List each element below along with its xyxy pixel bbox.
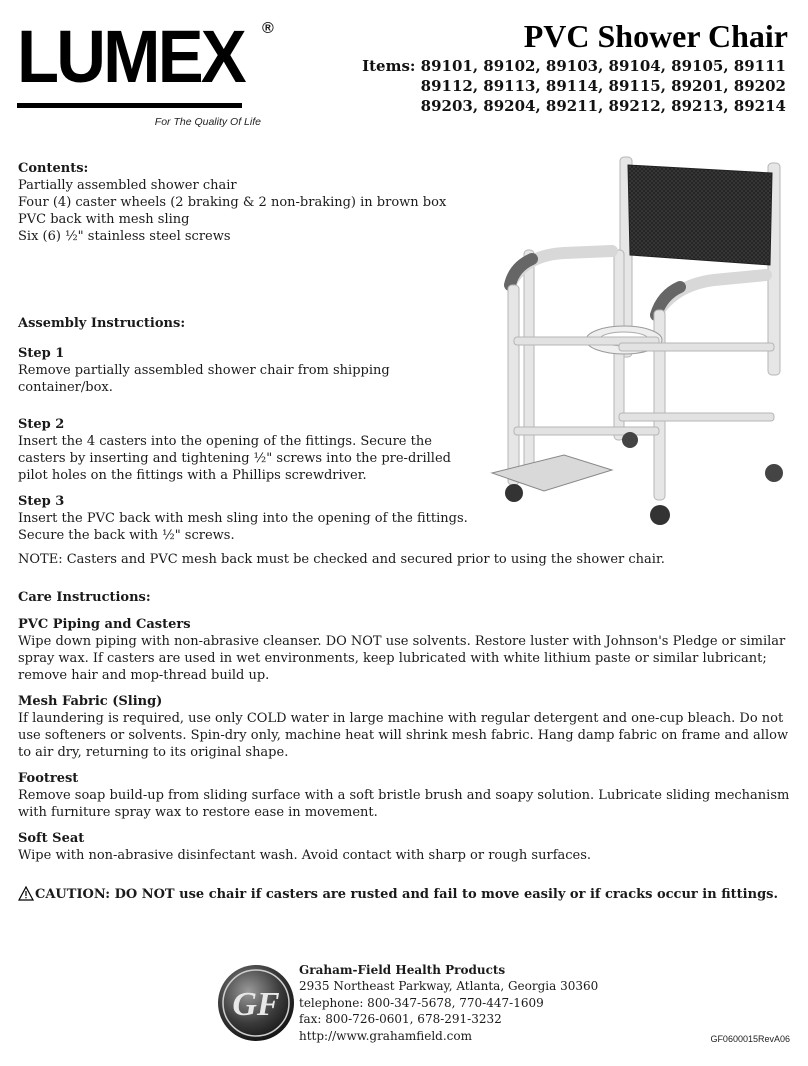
contents-item: Four (4) caster wheels (2 braking & 2 non-braking) in brown box (18, 195, 447, 210)
item-line: 89112, 89113, 89114, 89115, 89201, 89202 (420, 77, 786, 95)
fax: fax: 800-726-0601, 678-291-3232 (299, 1012, 502, 1026)
item-line: 89203, 89204, 89211, 89212, 89213, 89214 (420, 97, 786, 115)
lumex-logo (17, 15, 279, 130)
care-heading: Care Instructions: (18, 590, 151, 605)
registered-mark: ® (262, 20, 274, 37)
care-title: Footrest (18, 771, 79, 786)
care-title: PVC Piping and Casters (18, 617, 191, 632)
caution-text: CAUTION: DO NOT use chair if casters are rusted and fail to move easily or if cracks occur in fittings. (35, 887, 779, 902)
contact-block (299, 962, 598, 1044)
step-title: Step 3 (18, 494, 65, 509)
step-text: Remove partially assembled shower chair from shipping container/box. (18, 363, 390, 395)
contents-item: Partially assembled shower chair (18, 178, 237, 193)
contents-heading: Contents: (18, 161, 89, 176)
document-code: GF0600015RevA06 (710, 1034, 790, 1044)
item-numbers (326, 56, 786, 116)
warning-icon (18, 886, 34, 901)
assembly-section (18, 315, 488, 544)
assembly-heading: Assembly Instructions: (18, 316, 186, 331)
logo-letters: GF (232, 986, 280, 1023)
care-text: Wipe with non-abrasive disinfectant wash. Avoid contact with sharp or rough surfaces. (18, 848, 592, 863)
shower-chair-illustration (484, 155, 804, 535)
step-title: Step 1 (18, 346, 65, 361)
note-text: NOTE: Casters and PVC mesh back must be checked and secured prior to using the shower chair. (18, 552, 665, 567)
care-text: Remove soap build-up from sliding surface with a soft bristle brush and soapy solution. Lubricate sliding mechanism with furniture spray wax to restore ease in movement. (18, 788, 790, 820)
page-title: PVC Shower Chair (523, 18, 788, 54)
step-text: Insert the PVC back with mesh sling into the opening of the fittings. Secure the back with ½" screws. (18, 511, 468, 543)
logo-tagline: For The Quality Of Life (154, 116, 261, 128)
logo-wordmark: LUMEX (17, 15, 244, 98)
care-text: Wipe down piping with non-abrasive cleanser. DO NOT use solvents. Restore luster with Johnson's Pledge or similar spray wax. If casters are used in wet environments, keep lubricated with white lithium paste or similar lubricant; remove hair and mop-thread build up. (18, 634, 786, 683)
graham-field-logo (216, 963, 296, 1043)
item-line: Items: 89101, 89102, 89103, 89104, 89105, 89111 (362, 57, 786, 75)
logo-underline (17, 103, 242, 108)
contents-section (18, 160, 488, 245)
contents-item: PVC back with mesh sling (18, 212, 190, 227)
step-title: Step 2 (18, 417, 65, 432)
contents-item: Six (6) ½" stainless steel screws (18, 229, 231, 244)
care-section (18, 589, 793, 864)
care-title: Soft Seat (18, 831, 85, 846)
step-text: Insert the 4 casters into the opening of the fittings. Secure the casters by inserting and tightening ½" screws into the pre-drilled pilot holes on the fittings with a Phillips screwdriver. (18, 434, 451, 483)
address: 2935 Northeast Parkway, Atlanta, Georgia 30360 (299, 979, 599, 993)
company-name: Graham-Field Health Products (299, 963, 506, 977)
care-title: Mesh Fabric (Sling) (18, 694, 163, 709)
website-link[interactable]: http://www.grahamfield.com (299, 1028, 472, 1043)
care-text: If laundering is required, use only COLD water in large machine with regular detergent and one-cup bleach. Do not use softeners or solvents. Spin-dry only, machine heat will shrink mesh fabric. Hang damp fabric on frame and allow to air dry, returning to its original shape. (18, 711, 789, 760)
telephone: telephone: 800-347-5678, 770-447-1609 (299, 995, 544, 1010)
caution-line (18, 886, 778, 902)
